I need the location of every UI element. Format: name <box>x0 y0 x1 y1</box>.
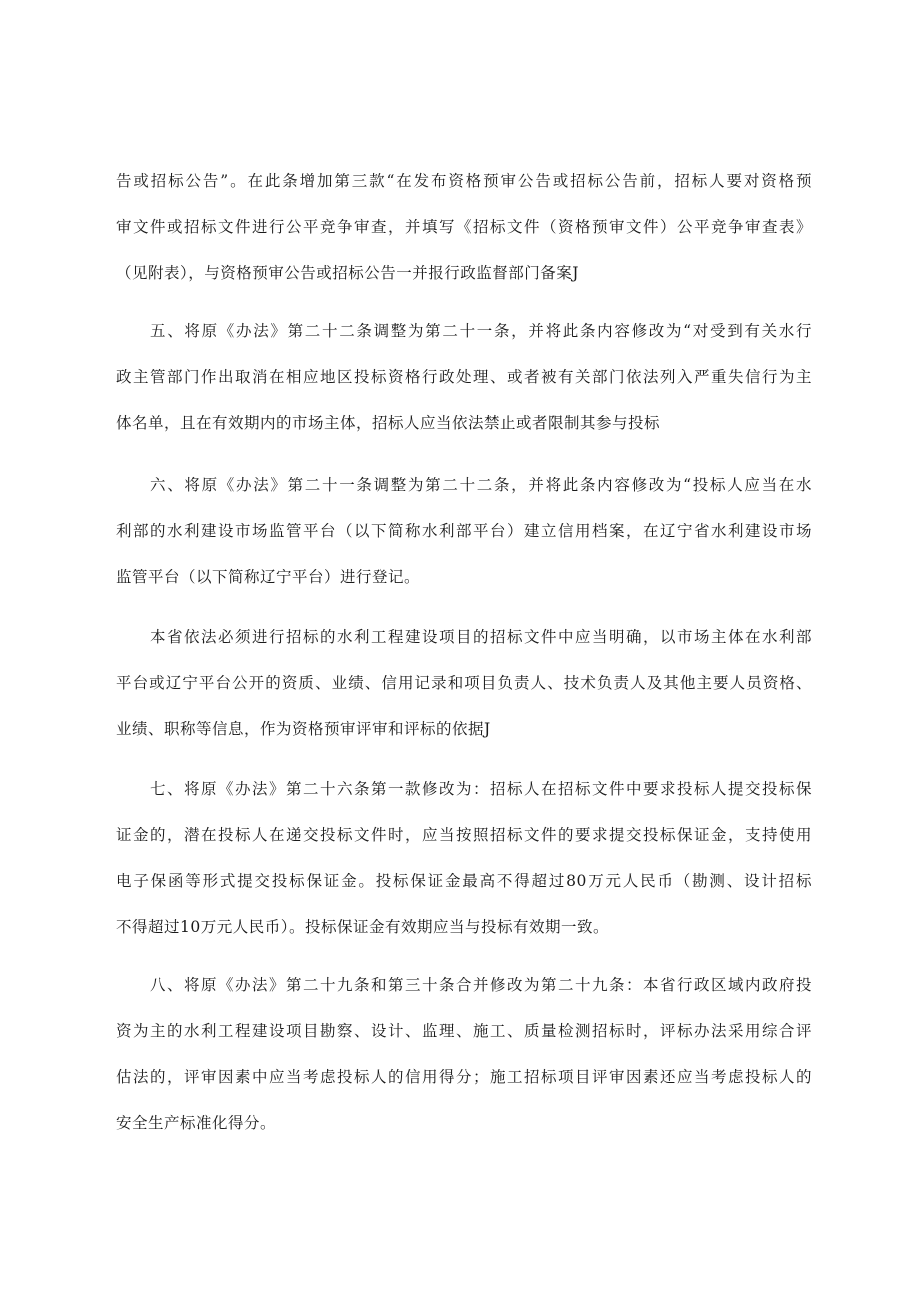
paragraph-line: 八、将原《办法》第二十九条和第三十条合并修改为第二十九条：本省行政区域内政府投 <box>150 976 812 994</box>
paragraph-item-5 <box>116 308 812 446</box>
paragraph-line: 资为主的水利工程建设项目勘察、设计、监理、施工、质量检测招标时，评标办法采用综合评 <box>116 1022 812 1040</box>
paragraph-line: 电子保函等形式提交投标保证金。投标保证金最高不得超过80万元人民币（勘测、设计招标 <box>116 872 812 890</box>
paragraph-line: 七、将原《办法》第二十六条第一款修改为：招标人在招标文件中要求投标人提交投标保 <box>150 780 812 798</box>
paragraph-line: 五、将原《办法》第二十二条调整为第二十一条，并将此条内容修改为“对受到有关水行 <box>150 322 812 340</box>
paragraph-line: 六、将原《办法》第二十一条调整为第二十二条，并将此条内容修改为“投标人应当在水 <box>150 476 812 494</box>
paragraph-line: 政主管部门作出取消在相应地区投标资格行政处理、或者被有关部门依法列入严重失信行为主 <box>116 368 812 386</box>
paragraph-line: 估法的，评审因素中应当考虑投标人的信用得分；施工招标项目评审因素还应当考虑投标人的 <box>116 1068 812 1086</box>
paragraph-line: 安全生产标准化得分。 <box>116 1114 277 1132</box>
paragraph-item-7 <box>116 766 812 950</box>
paragraph-continued <box>116 158 812 296</box>
paragraph-line: 体名单，且在有效期内的市场主体，招标人应当依法禁止或者限制其参与投标 <box>116 414 661 432</box>
paragraph-line: 证金的，潜在投标人在递交投标文件时，应当按照招标文件的要求提交投标保证金，支持使用 <box>116 826 812 844</box>
paragraph-item-6-cont <box>116 614 812 752</box>
paragraph-line: 不得超过10万元人民币）。投标保证金有效期应当与投标有效期一致。 <box>116 918 609 936</box>
paragraph-item-8 <box>116 962 812 1146</box>
paragraph-line: （见附表），与资格预审公告或招标公告一并报行政监督部门备案J <box>116 264 579 282</box>
paragraph-line: 业绩、职称等信息，作为资格预审评审和评标的依据J <box>116 720 491 738</box>
paragraph-line: 监管平台（以下简称辽宁平台）进行登记。 <box>116 568 421 586</box>
paragraph-line: 告或招标公告”。在此条增加第三款“在发布资格预审公告或招标公告前，招标人要对资格预 <box>116 172 812 190</box>
paragraph-item-6 <box>116 462 812 600</box>
paragraph-line: 审文件或招标文件进行公平竞争审查，并填写《招标文件（资格预审文件）公平竞争审查表》 <box>116 218 812 236</box>
paragraph-line: 利部的水利建设市场监管平台（以下简称水利部平台）建立信用档案，在辽宁省水利建设市场 <box>116 522 812 540</box>
paragraph-line: 本省依法必须进行招标的水利工程建设项目的招标文件中应当明确，以市场主体在水利部 <box>150 628 812 646</box>
paragraph-line: 平台或辽宁平台公开的资质、业绩、信用记录和项目负责人、技术负责人及其他主要人员资格、 <box>116 674 812 692</box>
